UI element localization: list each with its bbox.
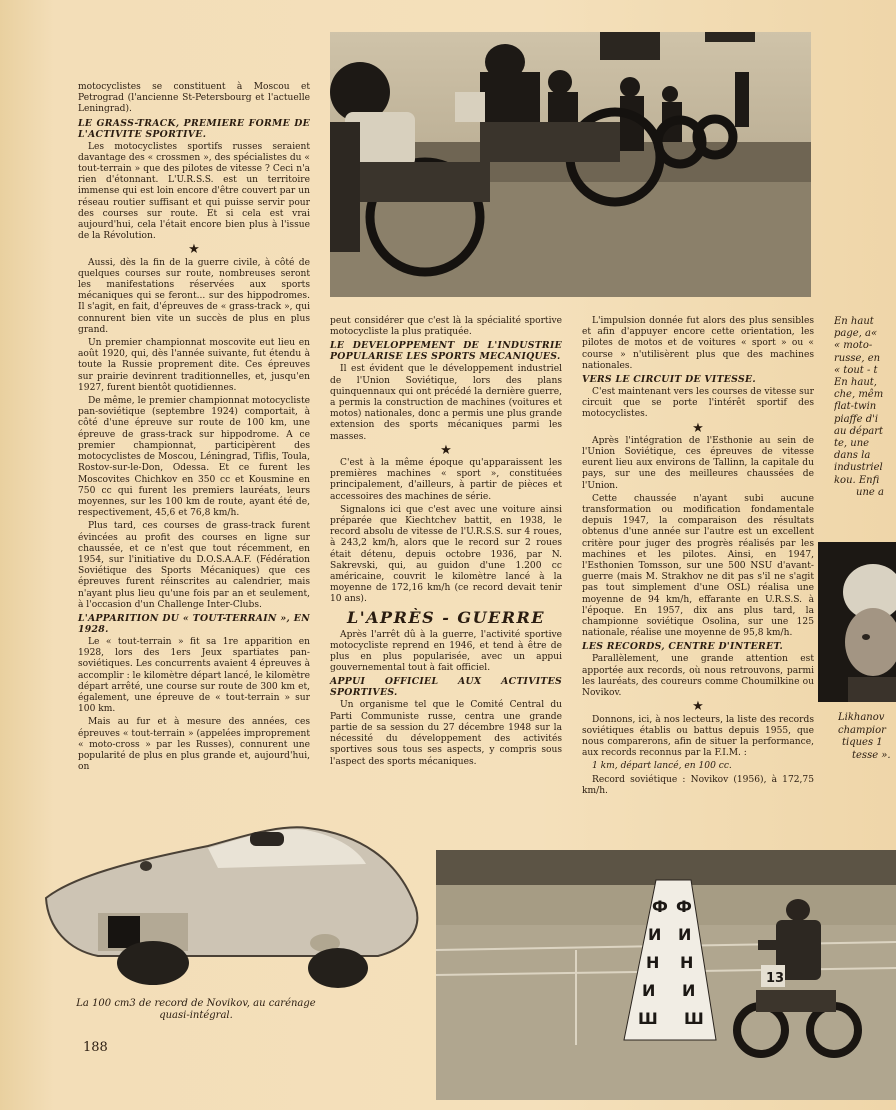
star-divider: ★ bbox=[188, 242, 200, 258]
page-number: 188 bbox=[83, 1040, 108, 1055]
photo-likhanov-portrait bbox=[818, 542, 896, 702]
col4-line: che, mêm bbox=[834, 389, 884, 401]
section-heading-apres-guerre: L'APRÈS - GUERRE bbox=[346, 607, 546, 627]
star-divider: ★ bbox=[692, 699, 704, 715]
col4-line: « moto- bbox=[834, 340, 873, 352]
col4-line: russe, en bbox=[834, 352, 881, 364]
col1-para-4: De même, le premier championnat motocycliste pan-soviétique (septembre 1924) comportait, à côté d'une épreuve sur route de 100 km, une épreuve de grass-track sur hippodrome. A ce premier championnat, participèrent des motocyclistes de Moscou, Léningrad, Tiflis, Toula, Rostov-sur-le-Don, Odessa. Et ce furent les Moscovites Chichkov en 350 cc et Kousmine en 750 cc qui furent les premiers lauréats, leurs moyennes, sur les 100 km de route, ayant été de, respectivement, 45,6 et 76,8 km/h. bbox=[78, 396, 310, 519]
col1-para-7: Mais au fur et à mesure des années, ces épreuves « tout-terrain » (appelées improprement « moto-cross » par les Russes), connurent une popularité de plus en plus grande et, aujourd'hui, on bbox=[78, 717, 310, 773]
col4-line: flat-twin bbox=[834, 401, 877, 413]
col4-line: piaffe d'i bbox=[834, 413, 879, 425]
col2-para-1: Il est évident que le développement industriel de l'Union Soviétique, lors des plans quinquennaux qui ont précédé la dernière guerre, a permis la construction de machines (voitures et motos) nationales, donc a permis une plus grande extension des sports mécaniques parmi les masses. bbox=[330, 364, 562, 442]
col1-para-5: Plus tard, ces courses de grass-track furent évincées au profit des courses en ligne sur chaussée, et ce n'est que tout récemment, en 1954, sur l'initiative du D.O.S.A.A.F. (Fédération Soviétique des Sports Mécaniques) que ces épreuves furent réinscrites au calendrier, mais n'ayant plus lieu qu'une fois par an et seulement, à l'occasion d'un Challenge Inter-Clubs. bbox=[78, 521, 310, 610]
col4-line: te, une bbox=[834, 438, 870, 450]
col4-line: dans la bbox=[834, 450, 871, 462]
column-4-clipped bbox=[834, 316, 896, 499]
signpost-letter: Ф bbox=[652, 897, 668, 916]
caption-line: champior bbox=[838, 724, 886, 736]
race-number: 13 bbox=[766, 971, 785, 986]
col2-para-0: peut considérer que c'est là la spécialité sportive motocycliste la plus pratiquée. bbox=[330, 316, 562, 338]
col3-heading-records: LES RECORDS, CENTRE D'INTERET. bbox=[582, 641, 784, 653]
col4-line: kou. Enfi bbox=[834, 474, 880, 486]
col4-line: une a bbox=[856, 486, 884, 498]
column-3 bbox=[582, 316, 814, 799]
col3-para-1: C'est maintenant vers les courses de vitesse sur circuit que se porte l'intérêt sportif des motocyclistes. bbox=[582, 387, 814, 420]
col4-line: « tout - t bbox=[834, 364, 878, 376]
col2-heading-appui-officiel: APPUI OFFICIEL AUX ACTIVITES SPORTIVES. bbox=[330, 676, 562, 699]
col4-line: au départ bbox=[834, 425, 884, 437]
signpost-letter: Ш bbox=[684, 1009, 704, 1028]
col1-para-3: Un premier championnat moscovite eut lieu en août 1920, qui, dès l'année suivante, fut étendu à toute la Russie proprement dite. Ces épreuves sur prairie devinrent traditionnelles, et, jusqu'en 1927, furent bientôt quotidiennes. bbox=[78, 338, 310, 393]
motocross-illustration bbox=[436, 850, 896, 1100]
column-1 bbox=[78, 82, 310, 775]
col3-record-soviet: Record soviétique : Novikov (1956), à 172,75 km/h. bbox=[582, 774, 814, 796]
signpost-letter: И bbox=[682, 981, 696, 1000]
col1-heading-grass-track: LE GRASS-TRACK, PREMIERE FORME DE L'ACTIVITE SPORTIVE. bbox=[78, 117, 310, 140]
col1-para-2: Aussi, dès la fin de la guerre civile, à côté de quelques courses sur route, nombreuses seront les manifestations réservées aux sports mécaniques qui se feront... sur des hippodromes. Il s'agit, en fait, d'épreuves de « grass-track », qui connurent bien vite un succès de plus en plus grand. bbox=[78, 257, 310, 335]
col1-para-6: Le « tout-terrain » fit sa 1re apparition en 1928, lors des 1ers Jeux spartiates pan-soviétiques. Les concurrents avaient 4 épreuves à accomplir : le kilomètre départ lancé, le kilomètre départ arrêté, une course sur route de 300 km et, également, une épreuve de « tout-terrain » sur 100 km. bbox=[78, 636, 310, 715]
signpost-letter: Ш bbox=[638, 1009, 658, 1028]
signpost-letter: Ф bbox=[676, 897, 692, 916]
col1-para-0: motocyclistes se constituent à Moscou et Petrograd (l'ancienne St-Petersbourg et l'actuelle Leningrad). bbox=[78, 82, 310, 115]
signpost-letter: И bbox=[648, 925, 662, 944]
signpost-letter: Н bbox=[680, 953, 694, 972]
col2-para-5: Un organisme tel que le Comité Central du Parti Communiste russe, centra une grande partie de sa session du 27 décembre 1948 sur la nécessité du développement des activités sportives sous tous ses aspects, y compris sous l'aspect des sports mécaniques. bbox=[330, 700, 562, 767]
col2-para-4: Après l'arrêt dû à la guerre, l'activité sportive motocycliste reprend en 1946, et tend à être de plus en plus popularisée, avec un appui gouvernemental tout à fait officiel. bbox=[330, 629, 562, 674]
col3-heading-circuit: VERS LE CIRCUIT DE VITESSE. bbox=[582, 374, 756, 386]
photo-motocross bbox=[436, 850, 896, 1100]
caption-line: Likhanov bbox=[838, 712, 885, 723]
caption-line: tesse ». bbox=[852, 749, 891, 761]
col2-para-3: Signalons ici que c'est avec une voiture ainsi préparée que Kiechtchev battit, en 1938, le record absolu de vitesse de l'U.R.S.S. sur 4 roues, à 243,2 km/h, alors que le record sur 2 roues était détenu, depuis octobre 1936, par N. Sakrevski, qui, au guidon d'une 1.200 cc américaine, couvrit le kilomètre lancé à la moyenne de 172,16 km/h (ce record devait tenir 10 ans). bbox=[330, 504, 562, 605]
col3-para-5: Donnons, ici, à nos lecteurs, la liste des records soviétiques établis ou battus depuis 1955, que nous comparerons, afin de situer la performance, aux records reconnus par la F.I.M. : bbox=[582, 714, 814, 759]
caption-line: tiques 1 bbox=[842, 737, 883, 748]
star-divider: ★ bbox=[692, 420, 704, 436]
col4-line: En haut, bbox=[834, 377, 877, 389]
col4-line: page, a« bbox=[834, 328, 878, 340]
caption-record-bike: La 100 cm3 de record de Novikov, au carénage quasi-intégral. bbox=[76, 998, 316, 1021]
col4-caption bbox=[838, 712, 896, 762]
col2-para-2: C'est à la même époque qu'apparaissent les premières machines « sport », constituées principalement, d'ailleurs, à partir de pièces et accessoires des machines de série. bbox=[330, 458, 562, 502]
col2-heading-industrie: LE DEVELOPPEMENT DE L'INDUSTRIE POPULARISE LES SPORTS MECANIQUES. bbox=[330, 340, 562, 363]
col3-para-2: Après l'intégration de l'Esthonie au sein de l'Union Soviétique, ces épreuves de vitesse eurent lieu aux environs de Tallinn, la capitale du pays, sur une des meilleures chaussées de l'Union. bbox=[582, 435, 814, 491]
col4-line: industriel bbox=[834, 462, 883, 474]
col1-para-1: Les motocyclistes sportifs russes seraient davantage des « crossmen », des spécialistes du « tout-terrain » que des pilotes de vitesse ? Ceci n'a rien d'étonnant. L'U.R.S.S. est un territoire immense qui est loin encore d'être couvert par un réseau routier suffisant et qui puisse servir pour des courses sur route. Et si cela est vrai aujourd'hui, cela l'était encore bien plus à l'issue de la Révolution. bbox=[78, 141, 310, 242]
signpost-letter: И bbox=[678, 925, 692, 944]
star-divider: ★ bbox=[440, 442, 452, 458]
col1-heading-tout-terrain: L'APPARITION DU « TOUT-TERRAIN », EN 1928. bbox=[78, 612, 310, 635]
portrait-illustration bbox=[818, 542, 896, 702]
race-start-illustration bbox=[330, 32, 811, 297]
col3-record-category: 1 km, départ lancé, en 100 cc. bbox=[592, 761, 732, 772]
signpost-letter: И bbox=[642, 981, 656, 1000]
streamliner-illustration bbox=[38, 818, 428, 996]
photo-record-bike bbox=[38, 818, 428, 996]
photo-race-start bbox=[330, 32, 811, 297]
col4-line: En haut bbox=[834, 316, 874, 327]
column-2 bbox=[330, 316, 562, 770]
col3-para-3: Cette chaussée n'ayant subi aucune transformation ou modification fondamentale depuis 1947, la comparaison des résultats obtenus d'une année sur l'autre est un excellent critère pour juger des progrès réalisés par les machines et les pilotes. Ainsi, en 1947, l'Esthonien Tomsson, sur une 500 NSU d'avant-guerre (mais M. Strakhov ne dit pas s'il ne s'agit pas tout simplement d'une OSL) réalisa une moyenne de 94 km/h, effarante en U.R.S.S. à l'époque. En 1957, dix ans plus tard, la championne soviétique Osolina, sur une 125 nationale, réalise une moyenne de 95,8 km/h. bbox=[582, 493, 814, 639]
col3-para-0: L'impulsion donnée fut alors des plus sensibles et afin d'appuyer encore cette orientation, les pilotes de motos et de voitures « sport » ou « course » n'utilisèrent plus que des machines nationales. bbox=[582, 316, 814, 371]
col3-para-4: Parallèlement, une grande attention est apportée aux records, où nous retrouvons, parmi les lauréats, des coureurs comme Choumilkine ou Novikov. bbox=[582, 654, 814, 699]
signpost-letter: Н bbox=[646, 953, 660, 972]
